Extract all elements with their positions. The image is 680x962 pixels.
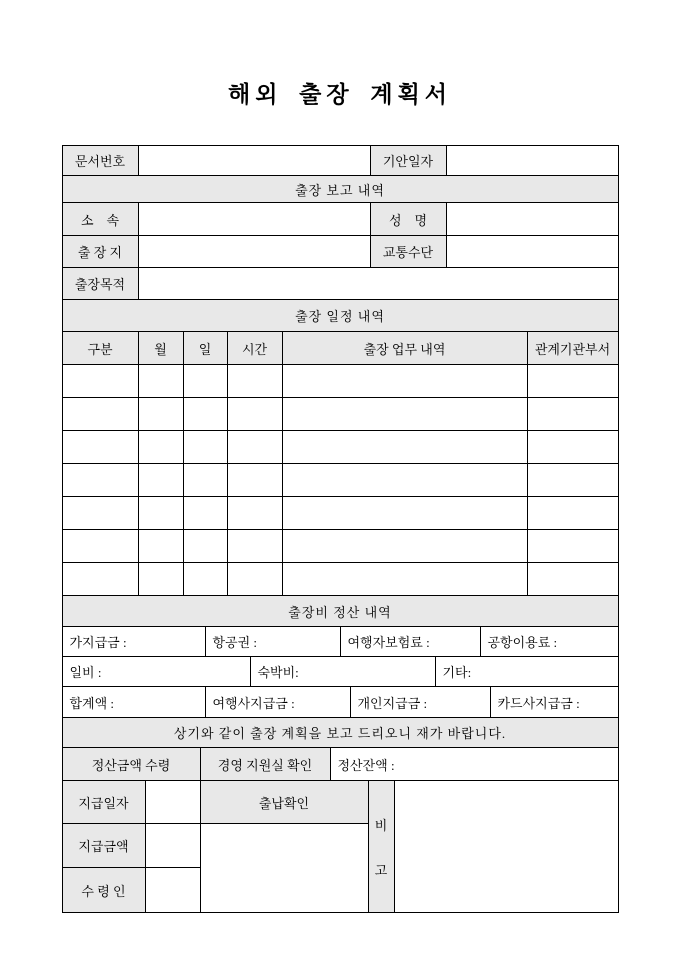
schedule-cell[interactable] xyxy=(183,365,227,398)
schedule-cell[interactable] xyxy=(62,563,138,596)
expense-row3 xyxy=(62,687,618,718)
schedule-cell[interactable] xyxy=(527,365,618,398)
purpose-row xyxy=(62,268,618,300)
schedule-cell[interactable] xyxy=(282,365,527,398)
schedule-cell[interactable] xyxy=(227,497,282,530)
expense-travel-insurance-cell[interactable]: 여행자보험료 : xyxy=(340,627,480,657)
name-label: 성 명 xyxy=(370,203,446,236)
schedule-cell[interactable] xyxy=(183,464,227,497)
trip-plan-form xyxy=(62,145,619,913)
schedule-col-related-dept: 관계기관부서 xyxy=(527,332,618,365)
schedule-cell[interactable] xyxy=(138,530,183,563)
doc-info-row xyxy=(62,146,618,176)
draft-date-label: 기안일자 xyxy=(370,146,446,176)
draft-date-field[interactable] xyxy=(446,146,618,176)
remarks-stack xyxy=(369,815,394,879)
schedule-row xyxy=(62,464,618,497)
expense-personal-payment-cell[interactable]: 개인지급금 : xyxy=(350,687,490,718)
remarks-char-bottom: 고 xyxy=(374,862,388,878)
report-section-header: 출장 보고 내역 xyxy=(62,176,618,203)
schedule-cell[interactable] xyxy=(282,398,527,431)
affiliation-label: 소 속 xyxy=(62,203,138,236)
destination-row xyxy=(62,236,618,268)
schedule-cell[interactable] xyxy=(138,464,183,497)
schedule-cell[interactable] xyxy=(138,497,183,530)
purpose-label: 출장목적 xyxy=(62,268,138,300)
report-header-table xyxy=(62,175,619,203)
schedule-body xyxy=(62,365,618,596)
schedule-cell[interactable] xyxy=(282,530,527,563)
schedule-col-day: 일 xyxy=(183,332,227,365)
expense-agency-payment-cell[interactable]: 여행사지급금 : xyxy=(205,687,350,718)
schedule-cell[interactable] xyxy=(183,398,227,431)
schedule-cell[interactable] xyxy=(227,365,282,398)
schedule-columns-row xyxy=(62,332,618,365)
payment-date-label: 지급일자 xyxy=(62,781,145,824)
schedule-cell[interactable] xyxy=(183,530,227,563)
schedule-cell[interactable] xyxy=(138,398,183,431)
schedule-col-category: 구분 xyxy=(62,332,138,365)
schedule-cell[interactable] xyxy=(227,464,282,497)
schedule-cell[interactable] xyxy=(527,563,618,596)
schedule-cell[interactable] xyxy=(62,398,138,431)
schedule-cell[interactable] xyxy=(227,563,282,596)
affiliation-field[interactable] xyxy=(138,203,370,236)
schedule-cell[interactable] xyxy=(527,431,618,464)
expense-row1 xyxy=(62,627,618,657)
cashier-confirm-field[interactable] xyxy=(200,824,368,913)
payment-date-field[interactable] xyxy=(145,781,200,824)
settlement-header-row xyxy=(62,748,618,781)
settlement-detail-table xyxy=(62,780,619,913)
expense-section-header: 출장비 정산 내역 xyxy=(62,596,618,627)
purpose-field[interactable] xyxy=(138,268,618,300)
payment-amount-label: 지급금액 xyxy=(62,824,145,868)
schedule-cell[interactable] xyxy=(183,563,227,596)
expense-airfare-cell[interactable]: 항공권 : xyxy=(205,627,340,657)
approval-statement: 상기와 같이 출장 계획을 보고 드리오니 재가 바랍니다. xyxy=(62,718,618,748)
document-title: 해외 출장 계획서 xyxy=(227,82,453,107)
schedule-cell[interactable] xyxy=(227,398,282,431)
schedule-cell[interactable] xyxy=(527,497,618,530)
remarks-cell xyxy=(368,781,394,913)
destination-field[interactable] xyxy=(138,236,370,268)
schedule-row xyxy=(62,365,618,398)
destination-label: 출 장 지 xyxy=(62,236,138,268)
expense-daily-allowance-cell[interactable]: 일비 : xyxy=(62,657,250,687)
schedule-cell[interactable] xyxy=(62,497,138,530)
remarks-char-top: 비 xyxy=(374,817,388,833)
schedule-cell[interactable] xyxy=(138,365,183,398)
doc-info-table xyxy=(62,145,619,176)
schedule-row xyxy=(62,563,618,596)
doc-number-field[interactable] xyxy=(138,146,370,176)
settlement-receive-label: 정산금액 수령 xyxy=(62,748,200,781)
payment-amount-field[interactable] xyxy=(145,824,200,868)
schedule-cell[interactable] xyxy=(183,497,227,530)
expense-advance-cell[interactable]: 가지급금 : xyxy=(62,627,205,657)
remarks-content-field[interactable] xyxy=(394,781,618,913)
schedule-cell[interactable] xyxy=(227,431,282,464)
report-fields-table xyxy=(62,202,619,268)
expense-row2 xyxy=(62,657,618,687)
settlement-balance-cell[interactable]: 정산잔액 : xyxy=(330,748,618,781)
schedule-cell[interactable] xyxy=(282,464,527,497)
expense-header-bar-table xyxy=(62,595,619,627)
schedule-cell[interactable] xyxy=(282,563,527,596)
schedule-cell[interactable] xyxy=(138,431,183,464)
schedule-cell[interactable] xyxy=(227,530,282,563)
schedule-cell[interactable] xyxy=(62,530,138,563)
schedule-cell[interactable] xyxy=(62,431,138,464)
expense-lodging-cell[interactable]: 숙박비: xyxy=(250,657,435,687)
recipient-field[interactable] xyxy=(145,868,200,913)
expense-other-cell[interactable]: 기타: xyxy=(435,657,618,687)
schedule-cell[interactable] xyxy=(138,563,183,596)
schedule-section-header: 출장 일정 내역 xyxy=(62,300,618,332)
schedule-cell[interactable] xyxy=(527,464,618,497)
transport-field[interactable] xyxy=(446,236,618,268)
schedule-cell[interactable] xyxy=(527,398,618,431)
schedule-cell[interactable] xyxy=(282,497,527,530)
cashier-confirm-label: 출납확인 xyxy=(200,781,368,824)
expense-row1-table xyxy=(62,626,619,657)
settlement-header-table xyxy=(62,747,619,781)
recipient-label: 수 령 인 xyxy=(62,868,145,913)
expense-row2-table xyxy=(62,656,619,687)
expense-airport-fee-cell[interactable]: 공항이용료 : xyxy=(480,627,618,657)
management-confirm-label: 경영 지원실 확인 xyxy=(200,748,330,781)
schedule-cell[interactable] xyxy=(282,431,527,464)
schedule-cell[interactable] xyxy=(183,431,227,464)
affiliation-row xyxy=(62,203,618,236)
schedule-row xyxy=(62,398,618,431)
schedule-cell[interactable] xyxy=(527,530,618,563)
schedule-col-month: 월 xyxy=(138,332,183,365)
doc-number-label: 문서번호 xyxy=(62,146,138,176)
statement-table xyxy=(62,717,619,748)
schedule-col-time: 시간 xyxy=(227,332,282,365)
transport-label: 교통수단 xyxy=(370,236,446,268)
expense-card-payment-cell[interactable]: 카드사지급금 : xyxy=(490,687,618,718)
payment-date-row xyxy=(62,781,618,824)
expense-row3-table xyxy=(62,686,619,718)
schedule-row xyxy=(62,530,618,563)
purpose-table xyxy=(62,267,619,300)
schedule-cell[interactable] xyxy=(62,464,138,497)
expense-total-cell[interactable]: 합계액 : xyxy=(62,687,205,718)
schedule-header-bar-table xyxy=(62,299,619,332)
name-field[interactable] xyxy=(446,203,618,236)
schedule-col-work-details: 출장 업무 내역 xyxy=(282,332,527,365)
schedule-row xyxy=(62,431,618,464)
schedule-row xyxy=(62,497,618,530)
schedule-table xyxy=(62,331,619,596)
schedule-cell[interactable] xyxy=(62,365,138,398)
